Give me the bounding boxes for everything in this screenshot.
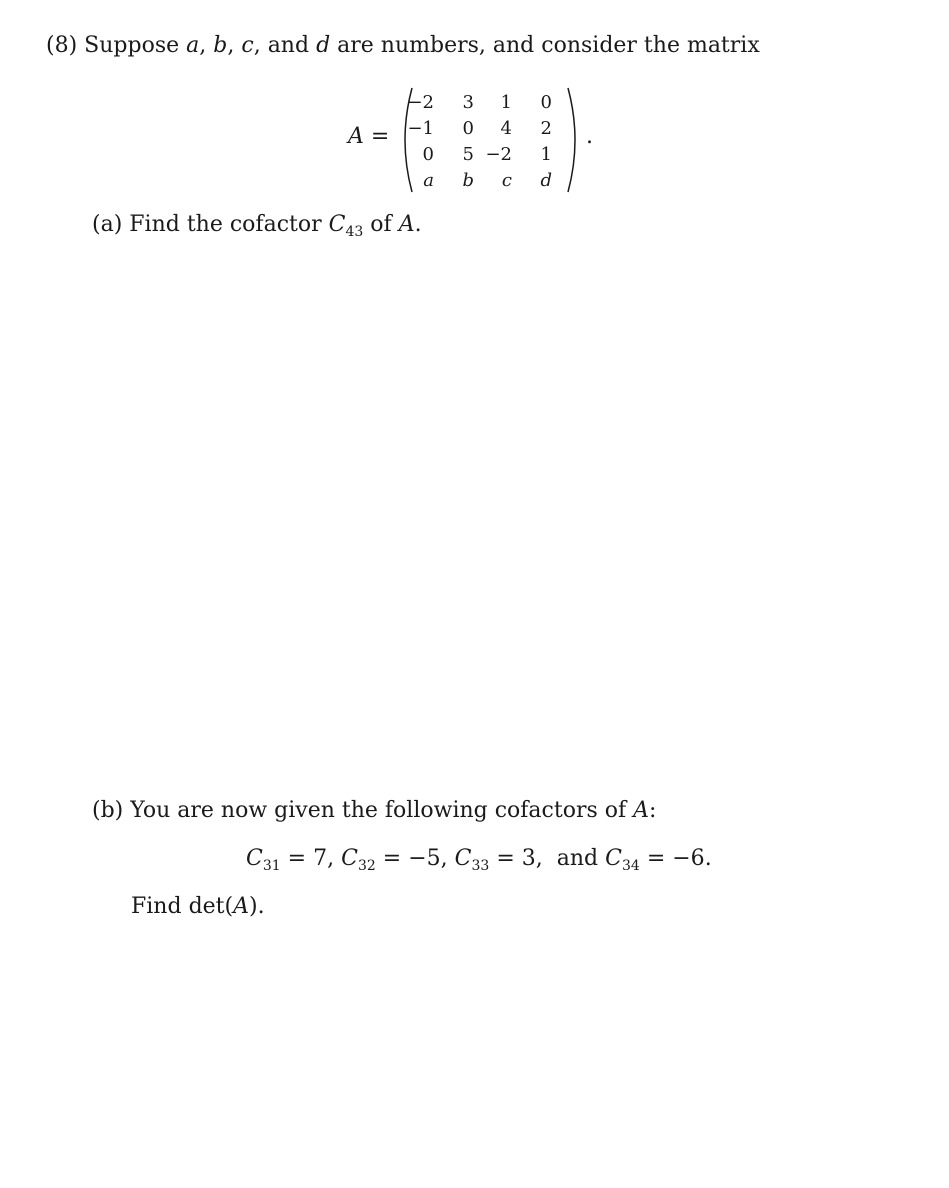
part-b: (b) You are now given the following cofactors of A: — [92, 798, 657, 823]
matrix-display — [348, 84, 608, 196]
matrix-cell-r3c2: 5 — [462, 144, 474, 165]
and-word: and — [267, 33, 310, 58]
intro-text: Suppose — [84, 33, 180, 58]
matrix-period: . — [586, 124, 593, 149]
matrix-cell-r4c4: d — [540, 170, 552, 191]
intro-rest: are numbers, and consider the matrix — [337, 33, 760, 58]
part-b-matrix: A — [633, 798, 650, 823]
matrix-lhs: A = — [348, 124, 390, 149]
problem-number: (8) — [46, 33, 78, 58]
cofactor-32: $C_{32} = -5$, — [341, 846, 448, 874]
matrix-cell-r1c2: 3 — [462, 92, 474, 113]
matrix-cell-r4c3: c — [501, 170, 512, 191]
var-c: c — [241, 33, 254, 58]
matrix-cell-r4c1: a — [423, 170, 434, 191]
problem-header: (8) Suppose a, b, c, and d are numbers, and consider the matrix — [46, 33, 760, 58]
matrix-cell-r2c1: −1 — [407, 118, 434, 139]
matrix-cell-r4c2: b — [462, 170, 474, 191]
var-b: b — [213, 33, 228, 58]
part-b-text: You are now given the following cofactors of — [130, 798, 627, 823]
right-paren — [568, 88, 575, 192]
cofactor-31: $C_{31} = 7$, — [246, 846, 335, 874]
and-word-b: and — [556, 846, 599, 871]
part-a-matrix: A — [398, 212, 415, 237]
matrix-cell-r3c1: 0 — [422, 144, 434, 165]
part-a-of: of — [370, 212, 392, 237]
var-d: d — [316, 33, 331, 58]
matrix-svg — [400, 84, 580, 196]
matrix-cell-r2c2: 0 — [462, 118, 474, 139]
matrix-cell-r3c3: −2 — [485, 144, 512, 165]
matrix-cell-r3c4: 1 — [540, 144, 552, 165]
matrix-cell-r1c3: 1 — [500, 92, 512, 113]
matrix-cell-r2c3: 4 — [500, 118, 512, 139]
part-a-label: (a) — [92, 212, 123, 237]
cofactor-symbol: C — [328, 212, 346, 237]
matrix-cell-r1c4: 0 — [540, 92, 552, 113]
cofactor-33: $C_{33} = 3$, — [454, 846, 543, 874]
cofactor-sub: 43 — [345, 224, 364, 240]
part-b-label: (b) — [92, 798, 124, 823]
find-det: Find det(A). — [131, 894, 265, 919]
part-a: (a) Find the cofactor $C_{43}$ of A. — [92, 212, 422, 240]
cofactor-equation — [246, 846, 712, 874]
matrix-cell-r1c1: −2 — [407, 92, 434, 113]
var-a: a — [186, 33, 200, 58]
cofactor-34: $C_{34} = -6$. — [605, 846, 712, 874]
part-a-text: Find the cofactor — [129, 212, 322, 237]
matrix-cell-r2c4: 2 — [540, 118, 552, 139]
